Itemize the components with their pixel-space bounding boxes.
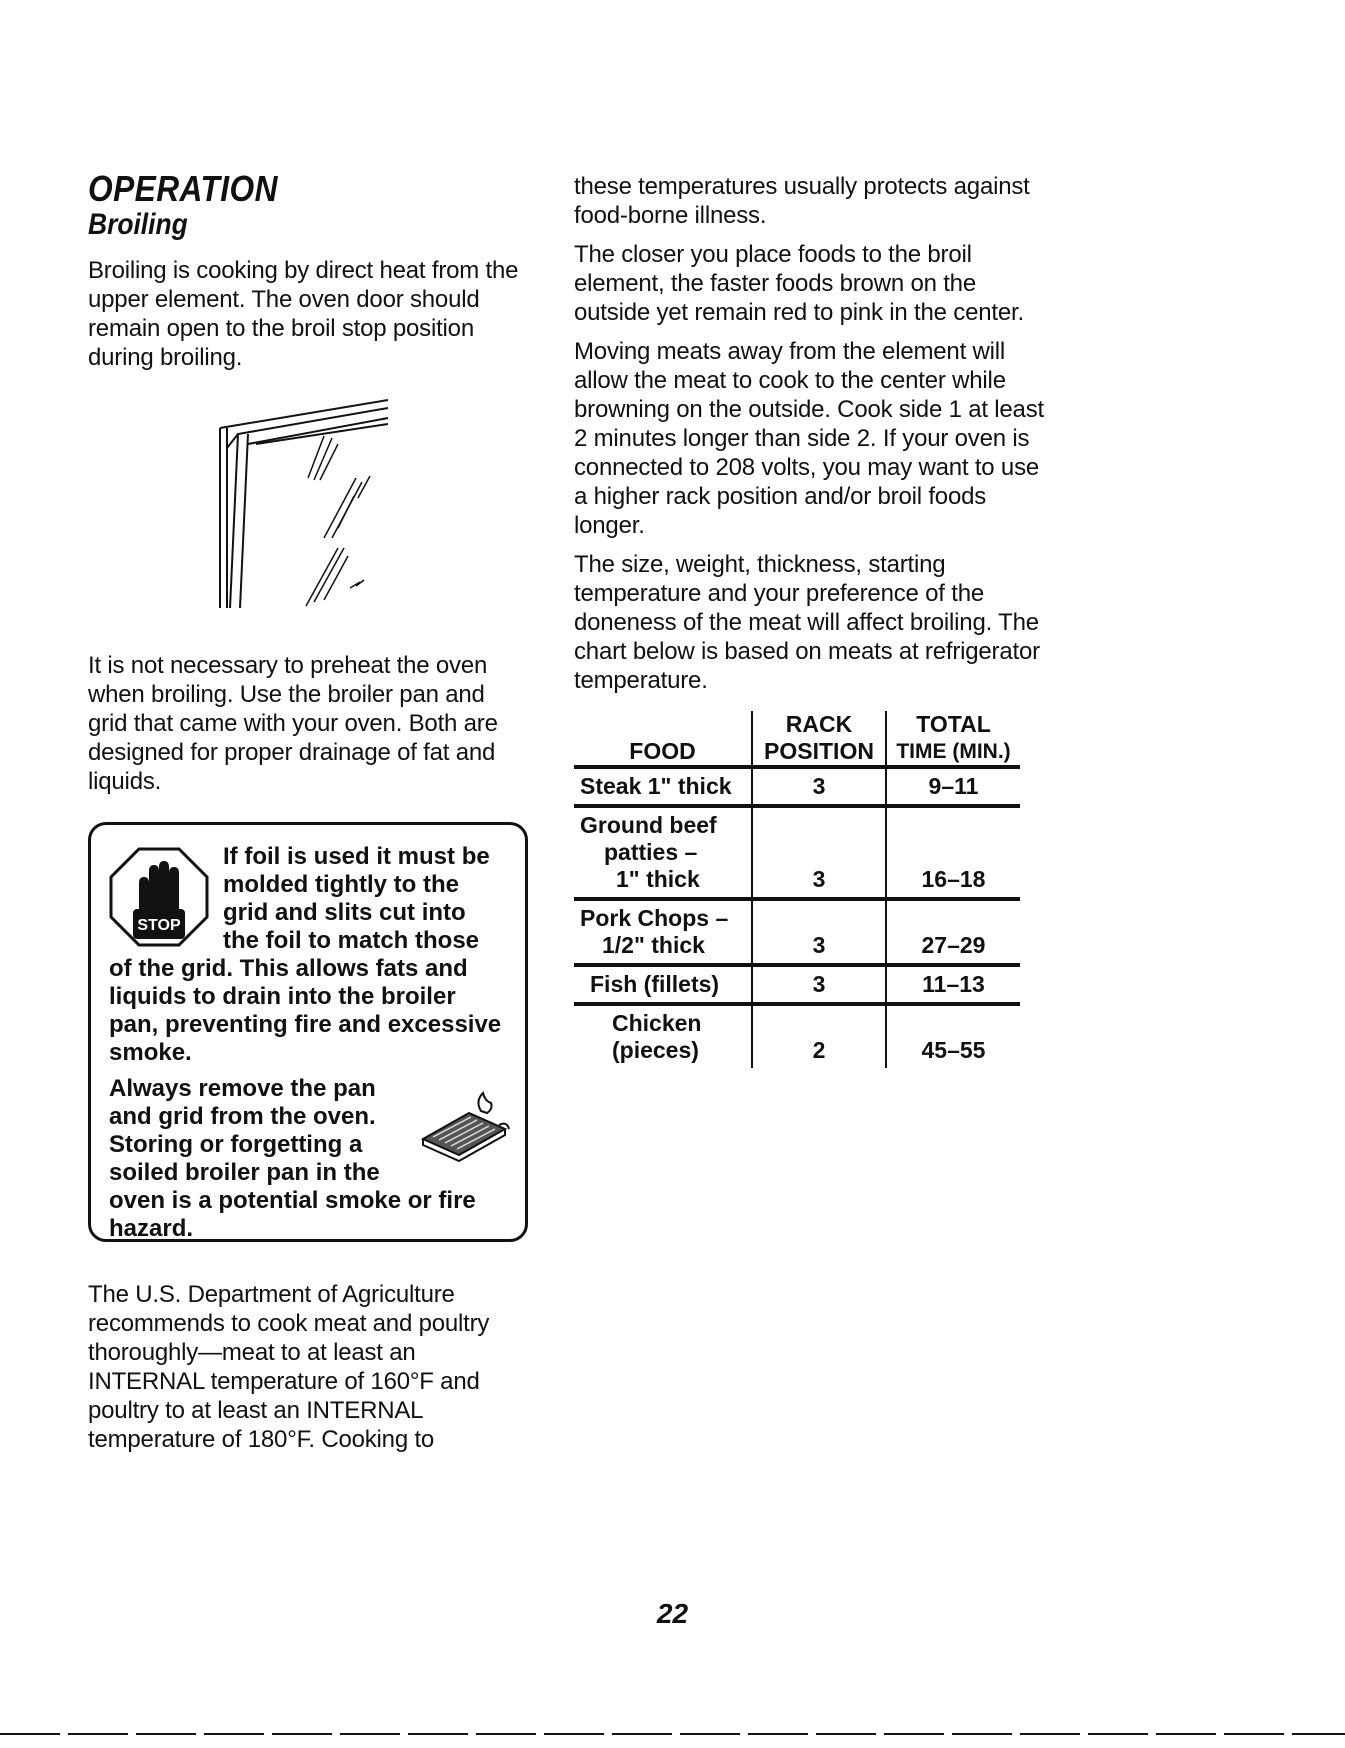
food-line: Fish (fillets) <box>590 971 720 997</box>
chart-header-food: FOOD <box>629 738 696 764</box>
oven-door-broil-stop-illustration <box>88 388 528 628</box>
chart-cell-time: 9–11 <box>886 767 1020 806</box>
section-title: OPERATION <box>88 168 278 209</box>
chart-cell-food <box>574 899 752 965</box>
chart-cell-rack: 3 <box>752 899 886 965</box>
chart-row-fish <box>574 965 1020 1004</box>
chart-cell-rack: 3 <box>752 806 886 899</box>
chart-cell-food <box>574 965 752 1004</box>
left-column <box>88 170 528 1454</box>
preheat-paragraph: It is not necessary to preheat the oven when broiling. Use the broiler pan and grid that came with your oven. Both are designed for proper drainage of fat and liquids. <box>88 652 498 795</box>
right-column <box>574 172 1044 1068</box>
food-line: 1/2" thick <box>602 932 705 958</box>
chart-header-rack-line2: POSITION <box>764 738 874 764</box>
foil-warning-text: If foil is used it must be molded tightly to the grid and slits cut into the foil to match those of the grid. This allows fats and liquids to drain into the broiler pan, preventing fire and excessive smoke. <box>109 843 502 1066</box>
chart-row-chicken <box>574 1004 1020 1068</box>
chart-cell-rack: 3 <box>752 767 886 806</box>
foil-warning-box <box>88 822 528 1242</box>
chart-intro-paragraph: The size, weight, thickness, starting temperature and your preference of the doneness of the meat will affect broiling. The chart below is based on meats at refrigerator temperature. <box>574 551 1040 694</box>
food-line: Chicken <box>612 1010 702 1036</box>
chart-header-row <box>574 711 1020 767</box>
broiler-pan-icon <box>413 1089 513 1169</box>
chart-header-rack <box>752 711 886 767</box>
chart-header-rack-line1: RACK <box>785 711 853 737</box>
section-subtitle: Broiling <box>88 208 188 241</box>
stop-label: STOP <box>137 917 181 934</box>
broiling-chart <box>574 711 1020 1068</box>
moving-meats-paragraph: Moving meats away from the element will allow the meat to cook to the center while browning on the outside. Cook side 1 at least 2 minutes longer than side 2. If your oven is connected to 208 volts, you may want to use a higher rack position and/or broil foods longer. <box>574 338 1044 539</box>
chart-row-ground-beef <box>574 806 1020 899</box>
chart-row-steak <box>574 767 1020 806</box>
chart-row-pork-chops <box>574 899 1020 965</box>
chart-header-time <box>886 711 1020 767</box>
usda-paragraph: The U.S. Department of Agriculture recommends to cook meat and poultry thoroughly—meat to at least an INTERNAL temperature of 160°F and poultry to at least an INTERNAL temperature of 180°F. Cooking to <box>88 1281 490 1453</box>
page-number: 22 <box>656 1598 689 1629</box>
stop-hand-icon <box>109 847 209 947</box>
chart-cell-food <box>574 806 752 899</box>
broiling-intro-paragraph: Broiling is cooking by direct heat from the upper element. The oven door should remain open to the broil stop position during broiling. <box>88 257 519 371</box>
chart-cell-time: 16–18 <box>886 806 1020 899</box>
food-line: Ground beef <box>580 812 717 838</box>
food-line: (pieces) <box>612 1037 699 1063</box>
closer-paragraph: The closer you place foods to the broil element, the faster foods brown on the outside yet remain red to pink in the center. <box>574 241 1024 326</box>
chart-header-time-line1: TOTAL <box>916 711 991 737</box>
chart-cell-rack: 2 <box>752 1004 886 1068</box>
remove-pan-warning-text: Always remove the pan and grid from the oven. Storing or forgetting a soiled broiler pan in the oven is a potential smoke or fire hazard. <box>109 1075 476 1242</box>
food-borne-paragraph: these temperatures usually protects against food-borne illness. <box>574 173 1030 229</box>
food-line: Pork Chops – <box>580 905 729 931</box>
chart-cell-time: 45–55 <box>886 1004 1020 1068</box>
food-line: Steak 1" thick <box>580 773 732 799</box>
chart-cell-rack: 3 <box>752 965 886 1004</box>
chart-cell-food <box>574 767 752 806</box>
chart-cell-food <box>574 1004 752 1068</box>
chart-cell-time: 27–29 <box>886 899 1020 965</box>
food-line: 1" thick <box>616 866 700 892</box>
food-line: patties – <box>604 839 698 865</box>
chart-header-time-line2: TIME (MIN.) <box>896 740 1011 763</box>
chart-cell-time: 11–13 <box>886 965 1020 1004</box>
footer-divider <box>0 1733 1345 1735</box>
